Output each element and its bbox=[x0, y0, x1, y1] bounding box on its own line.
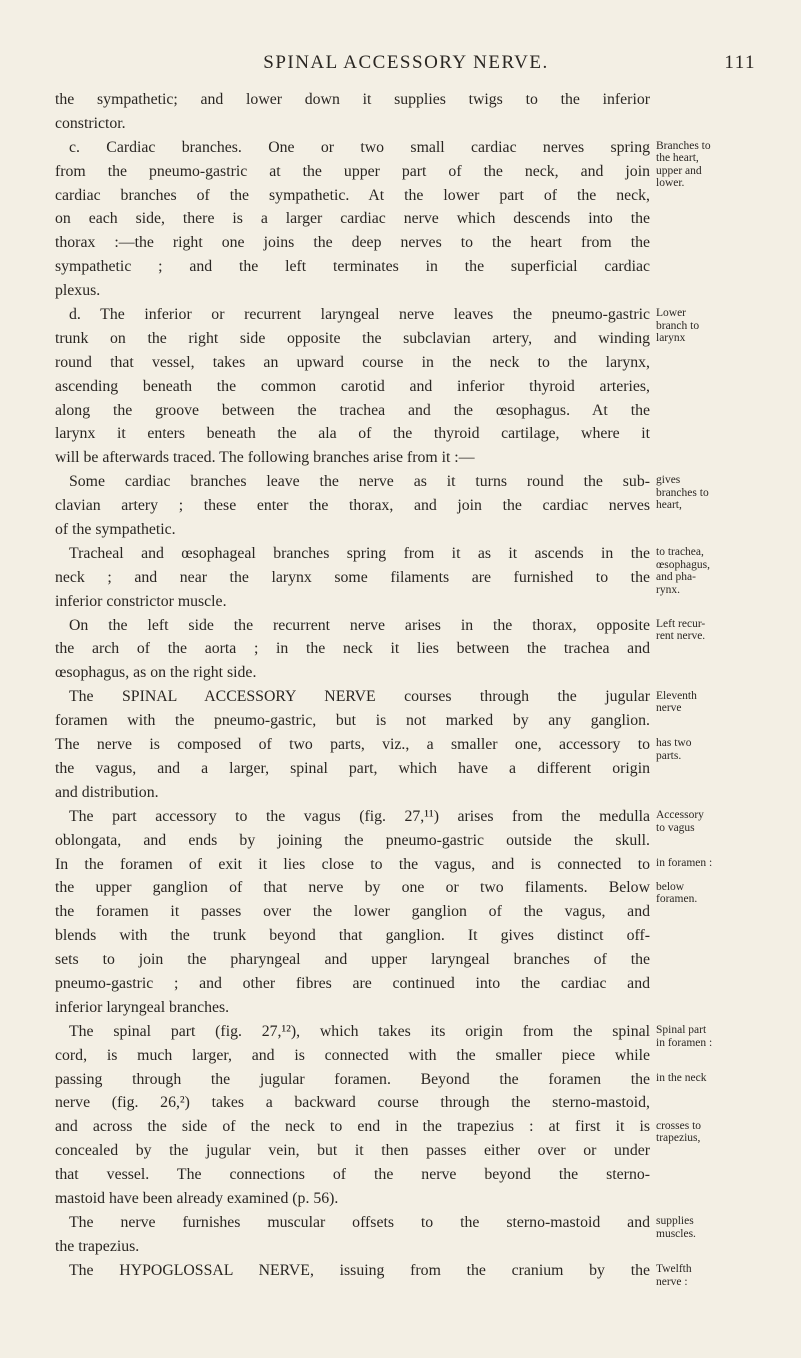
body-text bbox=[55, 88, 650, 1283]
margin-note bbox=[656, 1120, 796, 1145]
text-line: along the groove between the trachea and the œsophagus. At the bbox=[55, 401, 650, 419]
text-line: Tracheal and œsophageal branches spring from it as it ascends in the bbox=[69, 544, 650, 562]
margin-note-line: nerve bbox=[656, 702, 682, 714]
margin-note bbox=[656, 857, 796, 870]
margin-note bbox=[656, 737, 796, 762]
text-line: passing through the jugular foramen. Beyond the foramen the bbox=[55, 1070, 650, 1088]
margin-note-line: crosses to bbox=[656, 1119, 702, 1132]
text-line: clavian artery ; these enter the thorax, and join the cardiac nerves bbox=[55, 497, 650, 515]
margin-note bbox=[656, 809, 796, 834]
page-header bbox=[56, 52, 756, 78]
margin-note-line: larynx bbox=[656, 332, 686, 345]
margin-note bbox=[656, 881, 796, 906]
text-line: trunk on the right side opposite the subclavian artery, and winding bbox=[55, 329, 650, 347]
margin-note-line: in foramen : bbox=[656, 856, 713, 869]
text-line: d. The inferior or recurrent laryngeal nerve leaves the pneumo-gastric bbox=[69, 306, 650, 324]
margin-note-line: Twelfth bbox=[656, 1263, 692, 1276]
margin-note-line: muscles. bbox=[656, 1227, 696, 1240]
margin-note-line: foramen. bbox=[656, 893, 698, 906]
text-line: will be afterwards traced. The following branches arise from it :— bbox=[55, 449, 475, 467]
margin-note-line: below bbox=[656, 880, 685, 893]
margin-note bbox=[656, 1072, 796, 1085]
text-line: The SPINAL ACCESSORY NERVE courses through the jugular bbox=[69, 688, 650, 706]
text-line: foramen with the pneumo-gastric, but is not marked by any ganglion. bbox=[55, 712, 650, 730]
margin-note bbox=[656, 140, 796, 190]
text-line: round that vessel, takes an upward course in the neck to the larynx, bbox=[55, 353, 650, 371]
text-line: The part accessory to the vagus (fig. 27,¹¹) arises from the medulla bbox=[69, 807, 650, 825]
text-line: that vessel. The connections of the nerve beyond the sterno- bbox=[55, 1166, 650, 1184]
margin-note-line: Branches to bbox=[656, 139, 711, 152]
margin-note bbox=[656, 618, 796, 643]
margin-note-line: and pha- bbox=[656, 571, 696, 584]
margin-note-line: has two bbox=[656, 737, 692, 750]
text-line: œsophagus, as on the right side. bbox=[55, 664, 257, 682]
page-number: 111 bbox=[724, 52, 756, 73]
text-line: the vagus, and a larger, spinal part, which have a different origin bbox=[55, 759, 650, 777]
text-line: mastoid have been already examined (p. 56). bbox=[55, 1189, 339, 1207]
margin-note-line: parts. bbox=[656, 749, 682, 762]
text-line: The nerve furnishes muscular offsets to the sterno-mastoid and bbox=[69, 1213, 650, 1231]
text-line: from the pneumo-gastric at the upper part of the neck, and join bbox=[55, 162, 650, 180]
text-line: the upper ganglion of that nerve by one or two filaments. Below bbox=[55, 879, 650, 897]
text-line: constrictor. bbox=[55, 114, 126, 132]
margin-note bbox=[656, 546, 796, 596]
margin-note-line: rynx. bbox=[656, 583, 680, 596]
margin-note-line: to vagus bbox=[656, 821, 695, 834]
text-line: ascending beneath the common carotid and inferior thyroid arteries, bbox=[55, 377, 650, 395]
text-line: In the foramen of exit it lies close to the vagus, and is connected to bbox=[55, 855, 650, 873]
text-line: c. Cardiac branches. One or two small cardiac nerves spring bbox=[69, 138, 650, 156]
margin-note bbox=[656, 690, 796, 715]
text-line: and distribution. bbox=[55, 783, 159, 801]
margin-note-line: Left recur- bbox=[656, 617, 706, 630]
text-line: on each side, there is a larger cardiac nerve which descends into the bbox=[55, 210, 650, 228]
text-line: sets to join the pharyngeal and upper laryngeal branches of the bbox=[55, 951, 650, 969]
text-line: cardiac branches of the sympathetic. At the lower part of the neck, bbox=[55, 186, 650, 204]
margin-note-line: Lower bbox=[656, 307, 687, 320]
margin-note-line: branch to bbox=[656, 319, 700, 332]
margin-note-line: rent nerve. bbox=[656, 630, 706, 643]
text-line: and across the side of the neck to end in the trapezius : at first it is bbox=[55, 1118, 650, 1136]
margin-note-line: branches to bbox=[656, 486, 709, 499]
margin-note bbox=[656, 307, 796, 345]
margin-note-line: supplies bbox=[656, 1215, 694, 1228]
text-line: The HYPOGLOSSAL NERVE, issuing from the cranium by the bbox=[69, 1261, 650, 1279]
margin-note-line: nerve : bbox=[656, 1275, 688, 1288]
margin-note-line: œsophagus, bbox=[656, 558, 710, 571]
text-line: concealed by the jugular vein, but it then passes either over or under bbox=[55, 1142, 650, 1160]
text-line: cord, is much larger, and is connected with the smaller piece while bbox=[55, 1046, 650, 1064]
margin-note-line: heart, bbox=[656, 499, 682, 512]
text-line: larynx it enters beneath the ala of the thyroid cartilage, where it bbox=[55, 425, 650, 443]
margin-note bbox=[656, 1024, 796, 1049]
text-line: the arch of the aorta ; in the neck it lies between the trachea and bbox=[55, 640, 650, 658]
margin-note-line: upper and bbox=[656, 164, 702, 177]
margin-note-line: in the neck bbox=[656, 1071, 707, 1084]
text-line: Some cardiac branches leave the nerve as it turns round the sub- bbox=[69, 473, 650, 491]
text-line: On the left side the recurrent nerve arises in the thorax, opposite bbox=[69, 616, 650, 634]
margin-note-line: in foramen : bbox=[656, 1036, 713, 1049]
text-line: neck ; and near the larynx some filaments are furnished to the bbox=[55, 568, 650, 586]
text-line: inferior constrictor muscle. bbox=[55, 592, 227, 610]
text-line: plexus. bbox=[55, 282, 101, 300]
text-line: the sympathetic; and lower down it supplies twigs to the inferior bbox=[55, 91, 650, 108]
margin-note-line: to trachea, bbox=[656, 546, 704, 559]
text-line: sympathetic ; and the left terminates in the superficial cardiac bbox=[55, 258, 650, 276]
text-line: the foramen it passes over the lower ganglion of the vagus, and bbox=[55, 903, 650, 921]
margin-note-line: Eleventh bbox=[656, 689, 697, 702]
text-line: The nerve is composed of two parts, viz., a smaller one, accessory to bbox=[55, 736, 650, 754]
margin-note-line: lower. bbox=[656, 177, 685, 190]
text-line: The spinal part (fig. 27,¹²), which takes its origin from the spinal bbox=[69, 1022, 650, 1040]
margin-note-line: the heart, bbox=[656, 152, 699, 165]
text-line: oblongata, and ends by joining the pneumo-gastric outside the skull. bbox=[55, 831, 650, 849]
margin-note-line: gives bbox=[656, 474, 681, 487]
margin-note bbox=[656, 474, 796, 512]
text-line: pneumo-gastric ; and other fibres are continued into the cardiac and bbox=[55, 974, 650, 992]
text-line: of the sympathetic. bbox=[55, 521, 176, 539]
text-line: nerve (fig. 26,²) takes a backward course through the sterno-mastoid, bbox=[55, 1094, 650, 1112]
margin-note bbox=[656, 1215, 796, 1240]
margin-note bbox=[656, 1263, 796, 1288]
margin-note-line: Accessory bbox=[656, 809, 704, 821]
text-line: blends with the trunk beyond that ganglion. It gives distinct off- bbox=[55, 927, 650, 945]
text-line: the trapezius. bbox=[55, 1237, 140, 1255]
running-title: SPINAL ACCESSORY NERVE. bbox=[263, 52, 549, 73]
text-line: inferior laryngeal branches. bbox=[55, 998, 230, 1016]
margin-note-line: trapezius, bbox=[656, 1132, 701, 1145]
text-line: thorax :—the right one joins the deep nerves to the heart from the bbox=[55, 234, 650, 252]
margin-note-line: Spinal part bbox=[656, 1024, 707, 1037]
